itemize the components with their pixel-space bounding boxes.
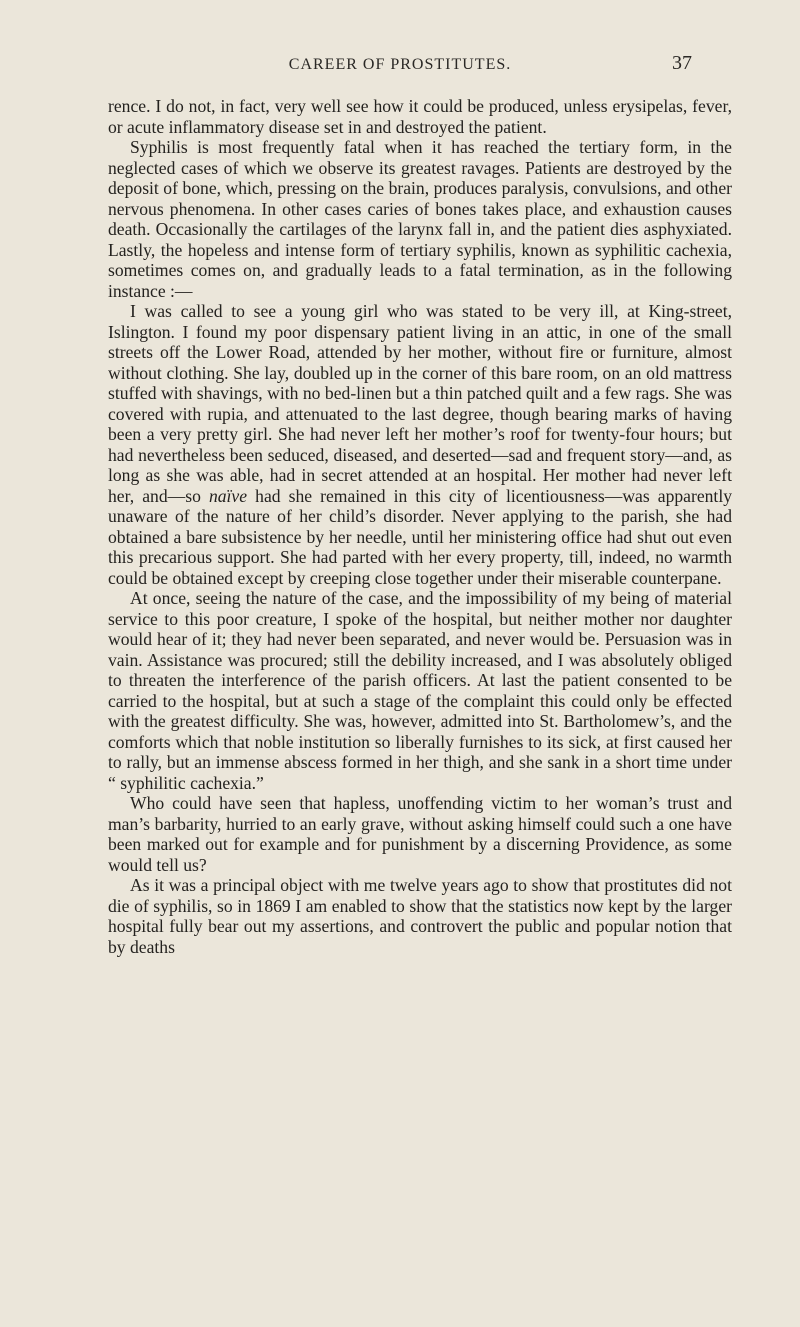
running-title: CAREER OF PROSTITUTES.	[288, 56, 512, 73]
case-history-text-a: I was called to see a young girl who was stated to be very ill, at King-street, Islington. I found my poor dispensary patient living in an attic, in one of the small streets off the Lower Road, attended by her mother, without fire or furniture, almost without clothing. She lay, doubled up in the corner of this bare room, on an old mattress stuffed with shavings, with no bed-linen but a thin patched quilt and a few rags. She was covered with rupia, and attenuated to the last degree, though bearing marks of having been a very pretty girl. She had never left her mother’s roof for twenty-four hours; but had nevertheless been seduced, diseased, and deserted—sad and frequent story—and, as long as she was able, had in secret attended at an hospital. Her mother had never left her, and—so	[108, 301, 732, 506]
case-history-text-b: had she remained in this city of licentiousness—was apparently unaware of the nature of her child’s disorder. Never applying to the parish, she had obtained a bare subsistence by her needle, until her ministering office had shut out even this precarious support. She had parted with her every property, till, indeed, no warmth could be obtained except by creeping close together under their miserable counterpane.	[108, 485, 733, 588]
body-text	[108, 96, 732, 957]
paragraph-reflection: Who could have seen that hapless, unoffending victim to her woman’s trust and man’s barbarity, hurried to an early grave, without asking himself could such a one have been marked out for example and for punishment by a discerning Providence, as some would tell us?	[108, 793, 732, 875]
paragraph-hospital: At once, seeing the nature of the case, and the impossibility of my being of material service to this poor creature, I spoke of the hospital, but neither mother nor daughter would hear of it; they had never been separated, and never would be. Persuasion was in vain. Assistance was procured; still the debility increased, and I was absolutely obliged to threaten the interference of the parish officers. At last the patient consented to be carried to the hospital, but at such a stage of the complaint this could only be effected with the greatest difficulty. She was, however, admitted into St. Bartholomew’s, and the comforts which that noble institution so liberally furnishes to its sick, at first caused her to rally, but an immense abscess formed in her thigh, and she sank in a short time under “ syphilitic cachexia.”	[108, 588, 732, 793]
paragraph-syphilis-fatal: Syphilis is most frequently fatal when it has reached the tertiary form, in the neglected cases of which we observe its greatest ravages. Patients are destroyed by the deposit of bone, which, pressing on the brain, produces paralysis, convulsions, and other nervous phenomena. In other cases caries of bones takes place, and exhaustion causes death. Occasionally the cartilages of the larynx fall in, and the patient dies asphyxiated. Lastly, the hopeless and intense form of tertiary syphilis, known as syphilitic cachexia, sometimes comes on, and gradually leads to a fatal termination, as in the following instance :—	[108, 137, 732, 301]
paragraph-statistics: As it was a principal object with me twelve years ago to show that prostitutes did not die of syphilis, so in 1869 I am enabled to show that the statistics now kept by the larger hospital fully bear out my assertions, and controvert the public and popular notion that by deaths	[108, 875, 732, 957]
paragraph-case-history	[108, 301, 732, 588]
running-head	[108, 52, 692, 86]
italic-word: naïve	[208, 485, 248, 506]
page-number: 37	[672, 52, 692, 74]
paragraph-continued: rence. I do not, in fact, very well see how it could be produced, unless erysipelas, fever, or acute inflammatory disease set in and destroyed the patient.	[108, 96, 732, 137]
